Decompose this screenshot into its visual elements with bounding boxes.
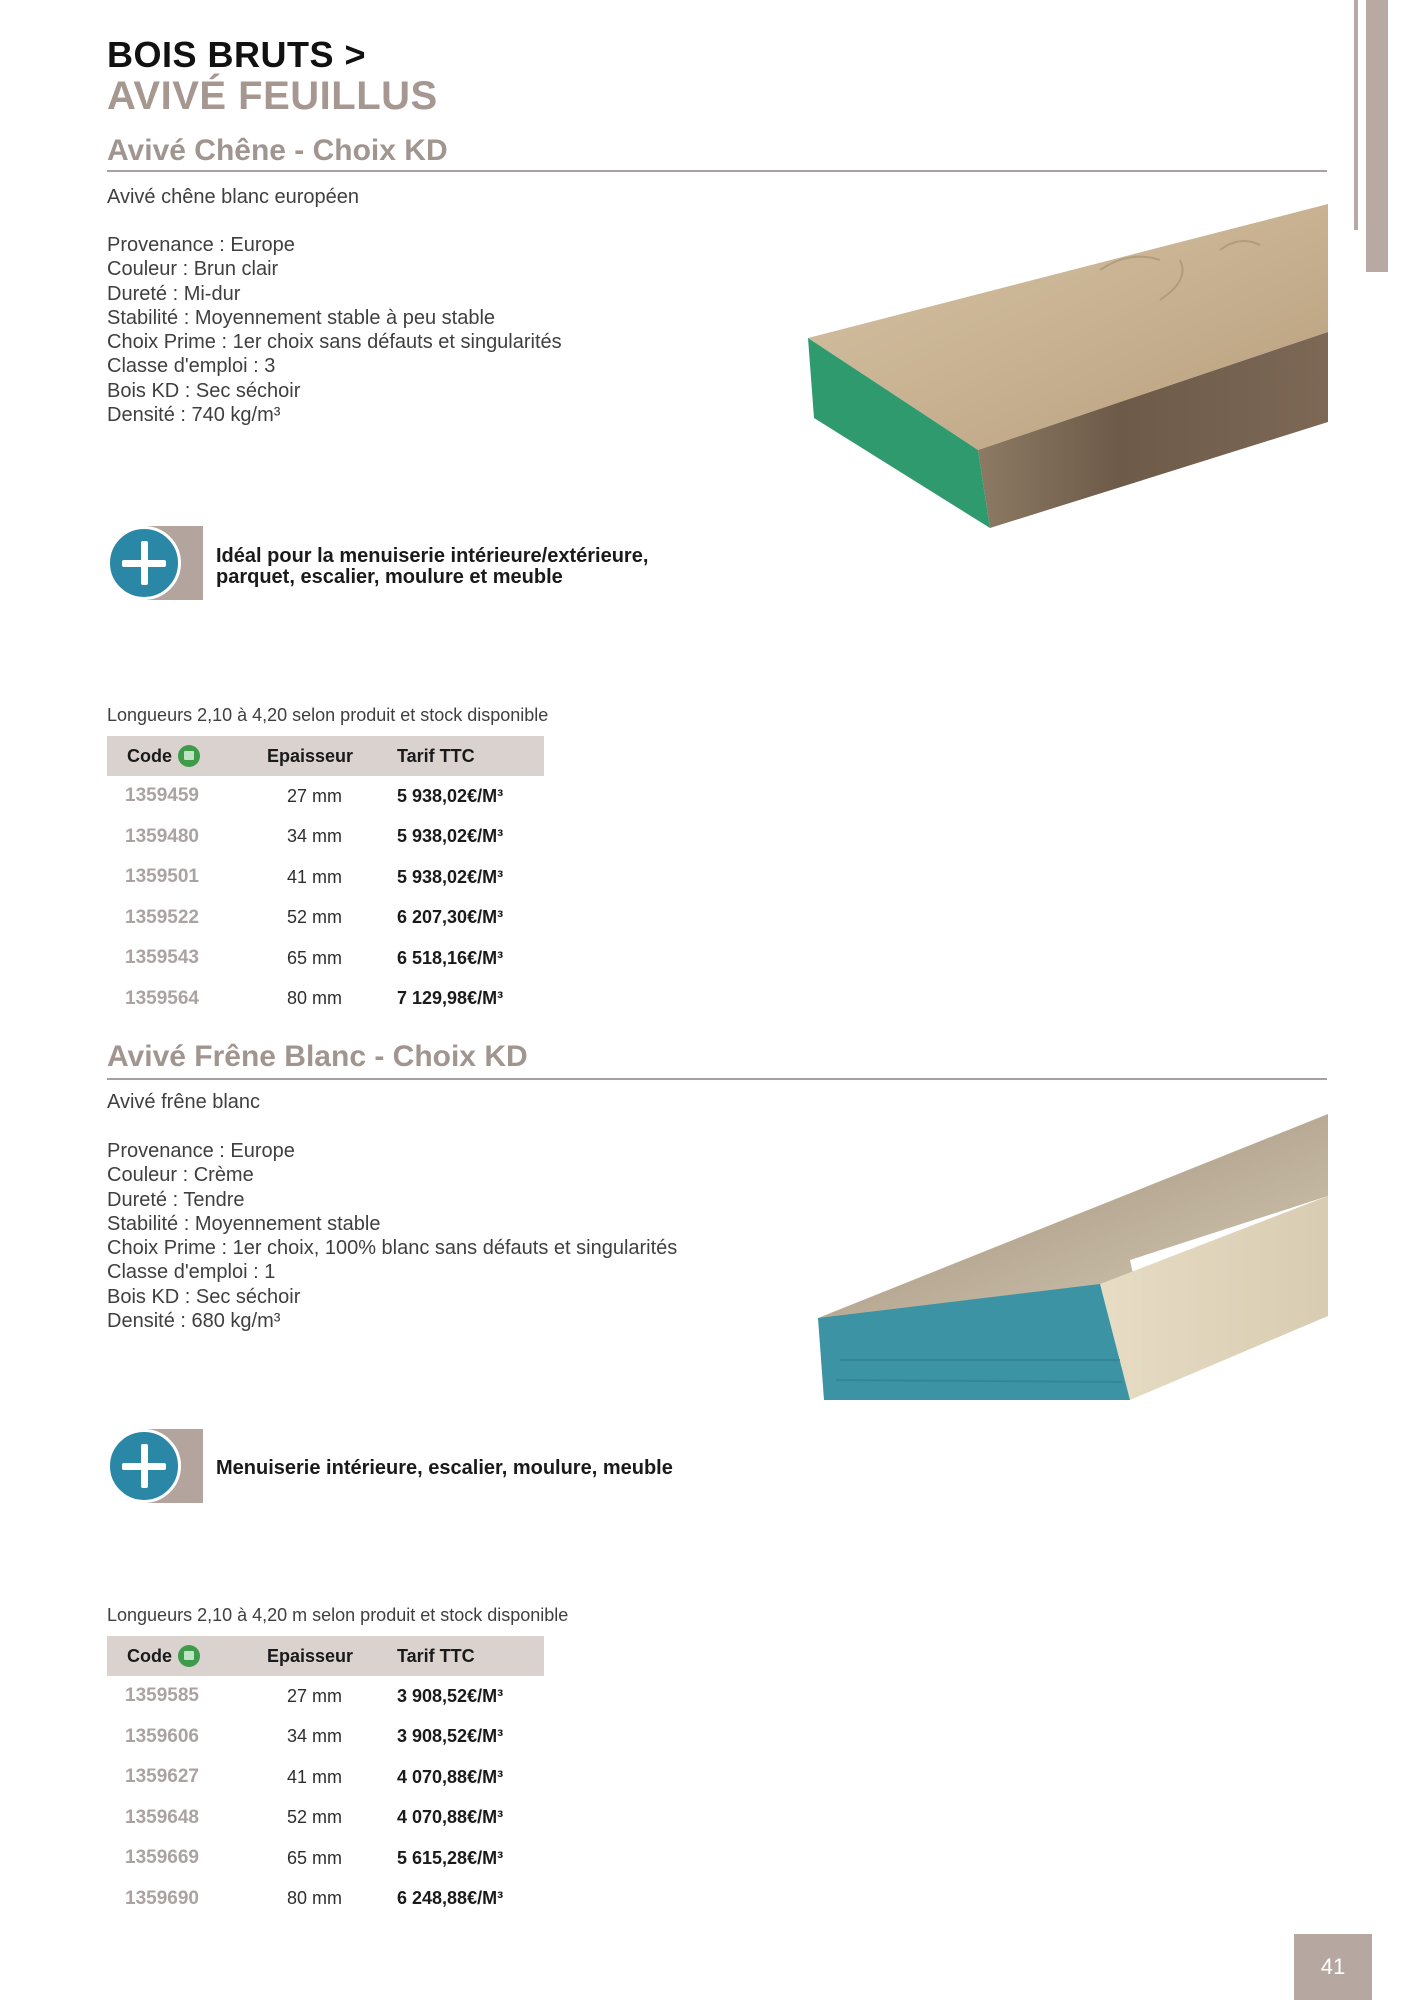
header-code-label: Code [127,1645,172,1666]
ideal-line: parquet, escalier, moulure et meuble [216,566,563,588]
store-icon [178,1645,200,1667]
row-code: 1359690 [125,1887,199,1909]
row-price: 4 070,88€/M³ [397,1807,504,1828]
product-subtitle-oak: Avivé chêne blanc européen [107,186,360,208]
spec-line: Stabilité : Moyennement stable à peu stable [107,306,496,329]
row-thickness: 41 mm [287,866,343,887]
side-accent-bar [1366,0,1388,272]
row-code: 1359501 [125,866,199,888]
product-title-ash: Avivé Frêne Blanc - Choix KD [107,1040,528,1073]
row-thickness: 52 mm [287,1807,343,1828]
price-table-ash [107,1636,544,1919]
plus-badge [107,526,203,600]
row-thickness: 34 mm [287,826,343,847]
row-thickness: 52 mm [287,907,343,928]
spec-line: Provenance : Europe [107,1140,295,1162]
spec-line: Provenance : Europe [107,234,295,256]
row-price: 6 248,88€/M³ [397,1888,504,1909]
header-price: Tarif TTC [397,745,475,766]
ideal-line: Idéal pour la menuiserie intérieure/extérieure, [216,545,649,567]
product-specs-ash [107,1139,677,1333]
page-number: 41 [1294,1934,1372,2000]
plus-icon [107,1429,181,1503]
header-thickness: Epaisseur [267,1645,354,1666]
row-price: 7 129,98€/M³ [397,988,504,1009]
spec-line: Dureté : Tendre [107,1188,245,1211]
table-row [107,898,544,939]
product-title-oak: Avivé Chêne - Choix KD [107,134,448,167]
table-row [107,1717,544,1758]
row-price: 6 207,30€/M³ [397,907,504,928]
table-header [107,736,544,776]
table-row [107,1879,544,1920]
row-code: 1359585 [125,1685,199,1707]
spec-line: Couleur : Brun clair [107,258,279,281]
ideal-line: Menuiserie intérieure, escalier, moulure, meuble [216,1457,673,1479]
row-thickness: 80 mm [287,988,343,1009]
spec-line: Choix Prime : 1er choix sans défauts et singularités [107,331,562,354]
row-thickness: 80 mm [287,1888,343,1909]
product-specs-oak [107,233,562,427]
spec-line: Dureté : Mi-dur [107,282,241,305]
header-price: Tarif TTC [397,1645,475,1666]
spec-line: Densité : 680 kg/m³ [107,1310,281,1333]
table-row [107,1757,544,1798]
table-header [107,1636,544,1676]
spec-line: Couleur : Crème [107,1164,254,1187]
spec-line: Classe d'emploi : 3 [107,355,276,378]
table-row [107,1676,544,1717]
header-thickness: Epaisseur [267,745,354,766]
table-row [107,817,544,858]
row-code: 1359606 [125,1725,199,1747]
store-icon [178,745,200,767]
spec-line: Bois KD : Sec séchoir [107,1285,301,1308]
row-price: 4 070,88€/M³ [397,1766,504,1787]
table-row [107,1838,544,1879]
header-title-line1: BOIS BRUTS > [107,34,367,75]
lengths-note-oak: Longueurs 2,10 à 4,20 selon produit et stock disponible [107,705,549,725]
header-code [107,745,267,767]
row-price: 5 938,02€/M³ [397,826,504,847]
spec-line: Densité : 740 kg/m³ [107,404,281,427]
row-price: 5 615,28€/M³ [397,1847,504,1868]
row-code: 1359669 [125,1847,199,1869]
product-subtitle-ash: Avivé frêne blanc [107,1091,261,1113]
header-code [107,1645,267,1667]
row-price: 6 518,16€/M³ [397,947,504,968]
row-price: 5 938,02€/M³ [397,866,504,887]
ash-board-image [800,1110,1330,1450]
row-price: 3 908,52€/M³ [397,1685,504,1706]
table-row [107,1798,544,1839]
row-code: 1359543 [125,947,199,969]
plus-badge [107,1429,203,1503]
price-table-oak [107,736,544,1019]
row-code: 1359627 [125,1766,199,1788]
table-row [107,776,544,817]
table-row [107,979,544,1020]
section-divider [107,1078,1327,1080]
plus-icon [107,526,181,600]
row-price: 3 908,52€/M³ [397,1726,504,1747]
header-title-line2: AVIVÉ FEUILLUS [107,74,438,118]
oak-board-image [800,200,1330,540]
table-row [107,857,544,898]
row-code: 1359480 [125,825,199,847]
ideal-usage-ash [216,1458,673,1479]
spec-line: Stabilité : Moyennement stable [107,1212,381,1235]
spec-line: Choix Prime : 1er choix, 100% blanc sans défauts et singularités [107,1237,678,1260]
row-thickness: 65 mm [287,1847,343,1868]
table-row [107,938,544,979]
row-code: 1359459 [125,785,199,807]
side-accent-line [1354,0,1358,230]
row-code: 1359522 [125,906,199,928]
spec-line: Classe d'emploi : 1 [107,1261,276,1284]
header-code-label: Code [127,745,172,766]
spec-line: Bois KD : Sec séchoir [107,379,301,402]
row-thickness: 65 mm [287,947,343,968]
ideal-usage-oak [216,546,648,588]
row-code: 1359564 [125,987,199,1009]
row-thickness: 41 mm [287,1766,343,1787]
row-code: 1359648 [125,1806,199,1828]
row-price: 5 938,02€/M³ [397,785,504,806]
lengths-note-ash: Longueurs 2,10 à 4,20 m selon produit et stock disponible [107,1605,569,1625]
row-thickness: 27 mm [287,785,343,806]
row-thickness: 34 mm [287,1726,343,1747]
section-divider [107,170,1327,172]
row-thickness: 27 mm [287,1685,343,1706]
